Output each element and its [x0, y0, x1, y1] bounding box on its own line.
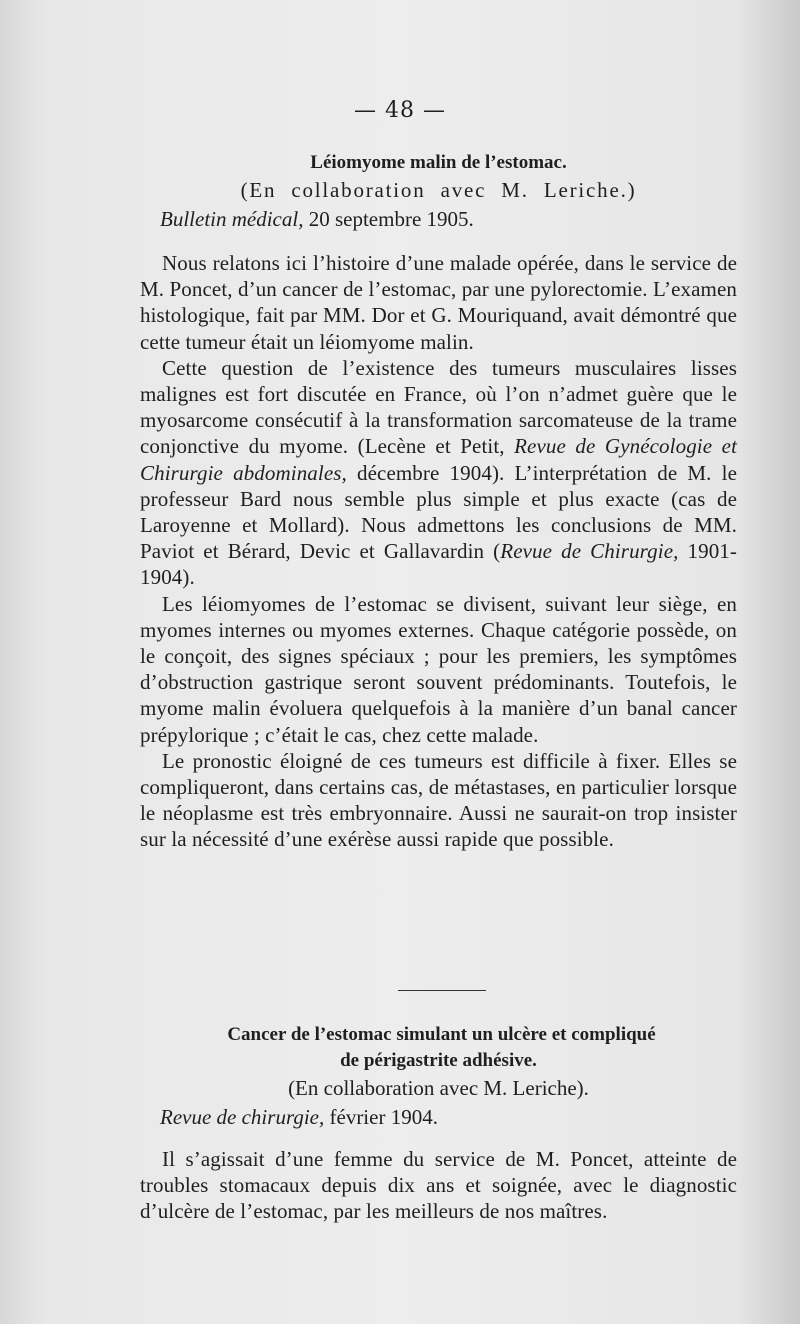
paragraph — [140, 748, 737, 853]
article-leiomyome — [140, 150, 737, 853]
paragraph-text: décembre 1904). L’interprétation de M. le professeur Bard nous semble plus simple et plus exacte (cas de Laroyenne et Mollard). Nous admettons les conclusions de MM. Paviot et Bérard, Devic et Gallavardin ( — [140, 460, 738, 564]
paragraph — [140, 1146, 737, 1225]
article-title: Cancer de l’estomac simulant un ulcère et compliqué — [227, 1024, 656, 1045]
article-collaboration: (En collaboration avec M. Leriche). — [288, 1076, 589, 1100]
section-divider — [398, 990, 486, 991]
citation-journal: Revue de Chirurgie, — [500, 539, 679, 564]
article-collaboration: (En collaboration avec M. Leriche.) — [240, 178, 637, 202]
paragraph — [140, 250, 737, 355]
article-title: Léiomyome malin de l’estomac. — [310, 152, 567, 173]
page-number: — 48 — — [354, 98, 446, 123]
paragraph-text: Il s’agissait d’une femme du service de M. Poncet, atteinte de troubles stomacaux depuis dix ans et soignée, avec le diagnostic d’ulcère de l’estomac, par les meilleurs de nos maîtres. — [140, 1147, 737, 1224]
source-date: 20 septembre 1905. — [303, 207, 474, 231]
source-date: février 1904. — [324, 1105, 438, 1129]
source-journal: Revue de chirurgie, — [160, 1105, 325, 1129]
paragraph — [140, 355, 737, 591]
paragraph-text: 1901-1904). — [140, 539, 738, 590]
article-source — [160, 204, 737, 234]
paragraph-text: Cette question de l’existence des tumeurs musculaires lisses malignes est fort discutée en France, où l’on n’admet guère que le myosarcome consécutif à la transformation sarcomateuse de la trame conjonctive du myome. (Lecène et Petit, — [140, 355, 737, 459]
paragraph-text: Les léiomyomes de l’estomac se divisent, suivant leur siège, en myomes internes ou myomes externes. Chaque catégorie possède, on le conçoit, des signes spéciaux ; pour les premiers, les symptômes d’obstruction gastrique seront souvent prédominants. Toutefois, le myome malin évoluera quelquefois à la manière d’un banal cancer prépylorique ; c’était le cas, chez cette malade. — [140, 591, 737, 747]
paragraph-text: Nous relatons ici l’histoire d’une malade opérée, dans le service de M. Poncet, d’un cancer de l’estomac, par une pylorectomie. L’examen histologique, fait par MM. Dor et G. Mouriquand, avait démontré que cette tumeur était un léiomyome malin. — [140, 251, 737, 354]
paragraph — [140, 591, 737, 748]
article-title-continued: de périgastrite adhésive. — [340, 1050, 537, 1071]
source-journal: Bulletin médical, — [160, 207, 304, 231]
article-cancer-estomac — [140, 1022, 737, 1225]
citation-journal: Revue de Gynécologie et Chirurgie abdominales, — [140, 434, 738, 485]
article-source — [160, 1102, 737, 1132]
paragraph-text: Le pronostic éloigné de ces tumeurs est difficile à fixer. Elles se compliqueront, dans certains cas, de métastases, en particulier lorsque le néoplasme est très embryonnaire. Aussi ne saurait-on trop insister sur la nécessité d’une exérèse aussi rapide que possible. — [140, 748, 737, 852]
